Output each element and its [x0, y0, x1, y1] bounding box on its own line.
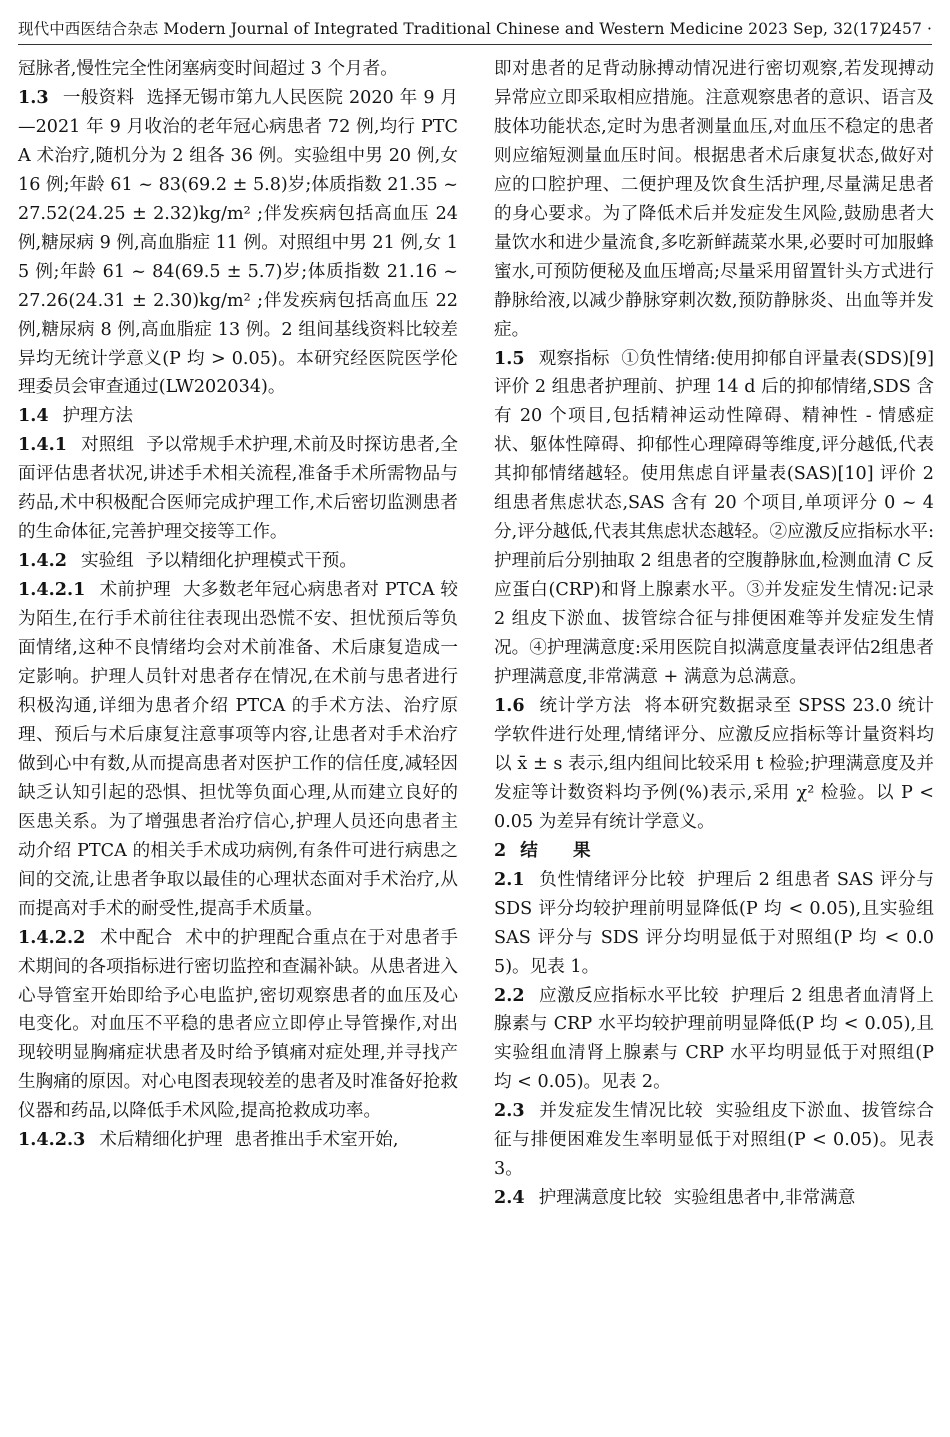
paragraph: [18, 55, 458, 84]
section-heading: 术后精细化护理: [99, 1130, 223, 1151]
paragraph-text: 予以精细化护理模式干预。: [145, 551, 357, 572]
paragraph: [18, 547, 458, 576]
paragraph: [494, 55, 934, 345]
paragraph: [494, 837, 934, 866]
paragraph: [18, 1126, 458, 1155]
paragraph-text: 术中的护理配合重点在于对患者手术期间的各项指标进行密切监控和查漏补缺。从患者进入心导管室开始即给予心电监护,密切观察患者的血压及心电变化。对血压不平稳的患者应立即停止导管操作,对出现较明显胸痛症状患者及时给予镇痛对症处理,并寻找产生胸痛的原因。对心电图表现较差的患者及时准备好抢救仪器和药品,以降低手术风险,提高抢救成功率。: [18, 927, 458, 1122]
paragraph-text: 即对患者的足背动脉搏动情况进行密切观察,若发现搏动异常应立即采取相应措施。注意观察患者的意识、语言及肢体功能状态,定时为患者测量血压,对血压不稳定的患者则应缩短测量血压时间。根据患者术后康复状态,做好对应的口腔护理、二便护理及饮食生活护理,尽量满足患者的身心要求。为了降低术后并发症发生风险,鼓励患者大量饮水和进少量流食,多吃新鲜蔬菜水果,必要时可加服蜂蜜水,可预防便秘及血压增高;尽量采用留置针头方式进行静脉给液,以减少静脉穿刺次数,预防静脉炎、出血等并发症。: [494, 59, 934, 340]
paragraph-text: 选择无锡市第九人民医院 2020 年 9 月—2021 年 9 月收治的老年冠心病患者 72 例,均行 PTCA 术治疗,随机分为 2 组各 36 例。实验组中男 20 例,女 16 例;年龄 61 ~ 83(69.2 ± 5.8)岁;体质指数 21.35 ~ 27.52(24.25 ± 2.32)kg/m² ;伴发疾病包括高血压 24 例,糖尿病 9 例,高血脂症 11 例。对照组中男 21 例,女 15 例;年龄 61 ~ 84(69.5 ± 5.7)岁;体质指数 21.16 ~ 27.26(24.31 ± 2.30)kg/m² ;伴发疾病包括高血压 22 例,糖尿病 8 例,高血脂症 13 例。2 组间基线资料比较差异均无统计学意义(P 均 > 0.05)。本研究经医院医学伦理委员会审查通过(LW202034)。: [18, 87, 458, 398]
paragraph-text: 护理后 2 组患者 SAS 评分与 SDS 评分均较护理前明显降低(P 均 < 0.05),且实验组 SAS 评分与 SDS 评分均明显低于对照组(P 均 < 0.05)。见表 1。: [494, 869, 934, 977]
section-heading: 观察指标: [538, 348, 610, 369]
paragraph: [18, 84, 458, 402]
section-number: 2.1: [494, 868, 525, 890]
paragraph: [18, 576, 458, 923]
left-column: [18, 55, 458, 1155]
page-number: · 2457 ·: [872, 20, 932, 38]
paragraph-text: 大多数老年冠心病患者对 PTCA 较为陌生,在行手术前往往表现出恐慌不安、担忧预后等负面情绪,这种不良情绪均会对术前准备、术后康复造成一定影响。护理人员针对患者存在情况,在术前与患者进行积极沟通,详细为患者介绍 PTCA 的手术方法、治疗原理、预后与术后康复注意事项等内容,让患者对手术治疗做到心中有数,从而提高患者对医护工作的信任度,减轻因缺乏认知引起的恐惧、担忧等负面心理,从而建立良好的医患关系。为了增强患者治疗信心,护理人员还向患者主动介绍 PTCA 的相关手术成功病例,有条件可进行病患之间的交流,让患者争取以最佳的心理状态面对手术治疗,从而提高对手术的耐受性,提高手术质量。: [18, 580, 458, 919]
section-heading: 术前护理: [99, 580, 171, 601]
section-heading: 护理方法: [62, 406, 133, 427]
section-number: 1.4.2.1: [18, 579, 86, 601]
paragraph: [18, 402, 458, 431]
paragraph-text: 予以常规手术护理,术前及时探访患者,全面评估患者状况,讲述手术相关流程,准备手术所需物品与药品,术中积极配合医师完成护理工作,术后密切监测患者的生命体征,完善护理交接等工作。: [18, 435, 458, 543]
paragraph-text: 将本研究数据录至 SPSS 23.0 统计学软件进行处理,情绪评分、应激反应指标等计量资料均以 x̄ ± s 表示,组内组间比较采用 t 检验;护理满意度及并发症等计数资料均予例(%)表示,采用 χ² 检验。以 P < 0.05 为差异有统计学意义。: [494, 695, 934, 832]
section-number: 1.4.2.3: [18, 1129, 86, 1151]
section-heading: 应激反应指标水平比较: [538, 985, 719, 1006]
section-heading: 一般资料: [62, 87, 135, 108]
section-number: 2.4: [494, 1187, 525, 1209]
paragraph: [18, 431, 458, 547]
paragraph-text: 患者推出手术室开始,: [234, 1130, 399, 1151]
journal-citation: 现代中西医结合杂志 Modern Journal of Integrated Traditional Chinese and Western Medicine 2023 Sep, 32(17): [18, 20, 886, 38]
section-number: 1.4.1: [18, 434, 67, 456]
paragraph: [494, 692, 934, 837]
section-heading: 对照组: [80, 435, 135, 456]
section-number: 2: [494, 839, 507, 861]
paragraph: [18, 924, 458, 1127]
paragraph: [494, 1097, 934, 1184]
section-number: 2.2: [494, 984, 525, 1006]
section-heading: 并发症发生情况比较: [538, 1101, 704, 1122]
paragraph: [494, 345, 934, 692]
section-number: 1.5: [494, 347, 525, 369]
paragraph-text: 冠脉者,慢性完全性闭塞病变时间超过 3 个月者。: [18, 59, 398, 79]
section-number: 1.4.2.2: [18, 926, 86, 948]
right-column: [494, 55, 934, 1213]
running-header: [18, 14, 932, 45]
section-heading: 实验组: [80, 551, 134, 572]
section-number: 1.4: [18, 405, 49, 427]
paragraph-text: 护理后 2 组患者血清肾上腺素与 CRP 水平均较护理前明显降低(P 均 < 0.05),且实验组血清肾上腺素与 CRP 水平均明显低于对照组(P 均 < 0.05)。见表 2。: [494, 985, 934, 1093]
section-heading: 负性情绪评分比较: [538, 869, 686, 890]
paragraph-text: ①负性情绪:使用抑郁自评量表(SDS)[9] 评价 2 组患者护理前、护理 14 d 后的抑郁情绪,SDS 含有 20 个项目,包括精神运动性障碍、精神性 - 情感症状、躯体性障碍、抑郁性心理障碍等维度,评分越低,代表其抑郁情绪越轻。使用焦虑自评量表(SAS)[10] 评价 2 组患者焦虑状态,SAS 含有 20 个项目,单项评分 0 ~ 4 分,评分越低,代表其焦虑状态越轻。②应激反应指标水平:护理前后分别抽取 2 组患者的空腹静脉血,检测血清 C 反应蛋白(CRP)和肾上腺素水平。③并发症发生情况:记录 2 组皮下淤血、拔管综合征与排便困难等并发症发生情况。④护理满意度:采用医院自拟满意度量表评估2组患者护理满意度,非常满意 + 满意为总满意。: [494, 348, 934, 688]
section-number: 1.6: [494, 694, 525, 716]
section-number: 2.3: [494, 1100, 525, 1122]
paragraph: [494, 866, 934, 982]
section-heading: 护理满意度比较: [538, 1188, 662, 1209]
section-heading: 结 果: [520, 839, 591, 861]
section-heading: 统计学方法: [538, 695, 632, 716]
section-heading: 术中配合: [99, 927, 173, 948]
paragraph: [494, 982, 934, 1098]
section-number: 1.4.2: [18, 550, 67, 572]
paragraph-text: 实验组患者中,非常满意: [673, 1188, 856, 1209]
paragraph-text: 实验组皮下淤血、拔管综合征与排便困难发生率明显低于对照组(P < 0.05)。见表 3。: [494, 1101, 934, 1180]
paragraph: [494, 1184, 934, 1213]
section-number: 1.3: [18, 86, 49, 108]
